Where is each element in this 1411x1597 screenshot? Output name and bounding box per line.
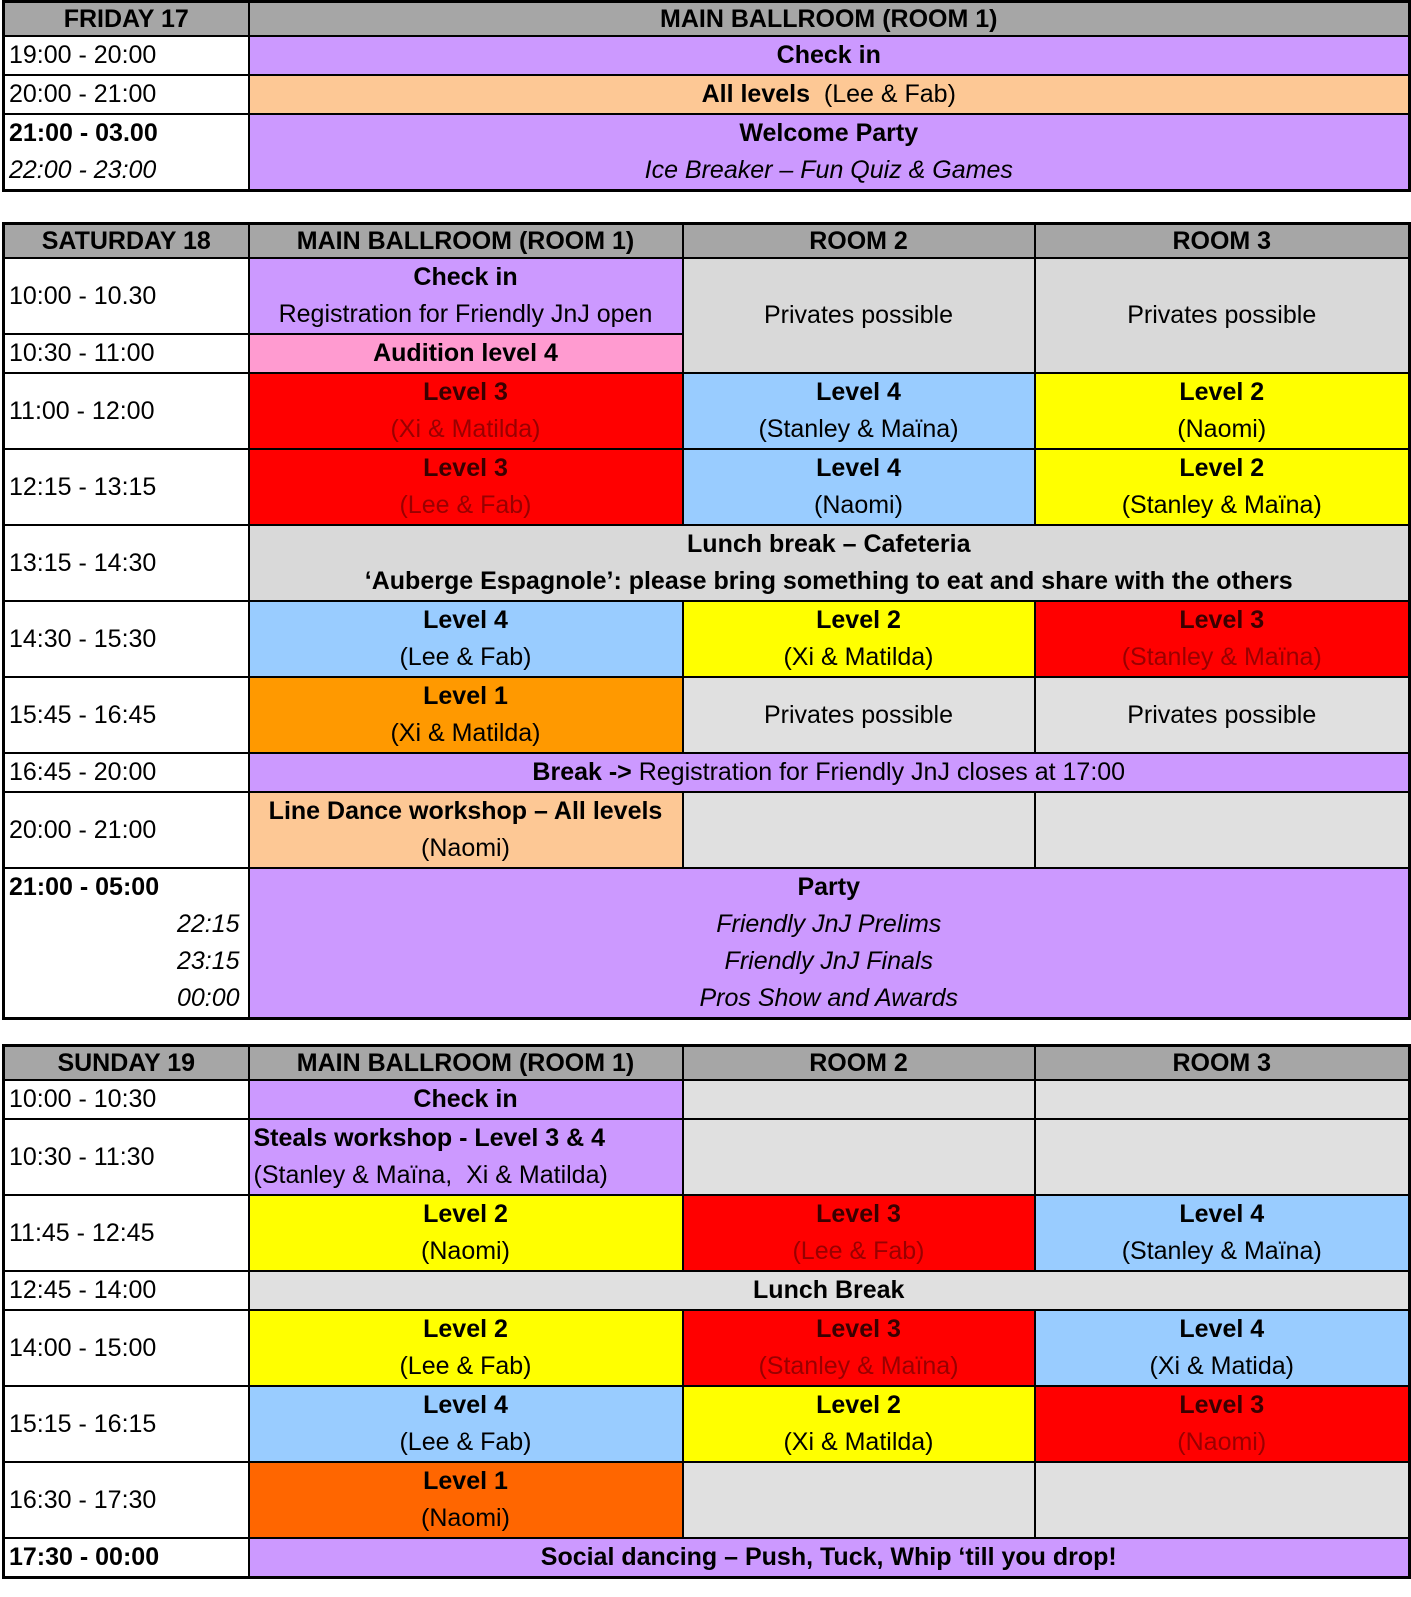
schedule-row: [4, 677, 1410, 753]
schedule-row: [4, 449, 1410, 525]
time-slot: 14:30 - 15:30: [4, 601, 249, 677]
empty-cell: [683, 1080, 1035, 1119]
empty-cell: [683, 792, 1035, 868]
session-sub: Pros Show and Awards: [699, 984, 958, 1012]
session-teachers: (Stanley & Maïna): [1121, 491, 1322, 519]
saturday-schedule: [2, 222, 1411, 1020]
session-sub: Registration for Friendly JnJ closes at 17:00: [631, 758, 1126, 786]
schedule-row: [4, 1386, 1410, 1462]
session-title: Level 3: [816, 1315, 901, 1343]
schedule-row: [4, 75, 1410, 114]
session-title: Level 4: [423, 606, 508, 634]
session-sub: Registration for Friendly JnJ open: [278, 300, 653, 328]
session-cell: Privates possible: [683, 258, 1035, 373]
session-teachers: (Lee & Fab): [810, 80, 956, 108]
session-title: Steals workshop - Level 3 & 4: [253, 1124, 606, 1152]
session-cell: [1035, 449, 1410, 525]
time-slot: 10:00 - 10:30: [4, 1080, 249, 1119]
session-teachers: (Lee & Fab): [399, 491, 532, 519]
time-sub: 23:15: [176, 947, 240, 975]
time-slot: 20:00 - 21:00: [4, 792, 249, 868]
time-slot: [4, 868, 249, 1019]
session-teachers: (Xi & Matilda): [390, 415, 541, 443]
empty-cell: [683, 1119, 1035, 1195]
session-teachers: (Stanley & Maïna): [758, 415, 959, 443]
room-header: MAIN BALLROOM (ROOM 1): [249, 2, 1410, 37]
session-teachers: (Lee & Fab): [792, 1237, 925, 1265]
session-cell: [683, 601, 1035, 677]
time-slot: 10:30 - 11:30: [4, 1119, 249, 1195]
session-cell: [249, 868, 1410, 1019]
time-slot: 17:30 - 00:00: [4, 1538, 249, 1578]
schedule-row: [4, 114, 1410, 191]
session-teachers: (Lee & Fab): [399, 1352, 532, 1380]
session-cell: Lunch Break: [249, 1271, 1410, 1310]
session-cell: [249, 1386, 683, 1462]
session-title: Welcome Party: [739, 119, 919, 147]
session-title: Check in: [413, 263, 518, 291]
time-sub: 22:00 - 23:00: [9, 156, 157, 184]
time-slot: [4, 114, 249, 191]
session-teachers: (Naomi): [421, 834, 510, 862]
empty-cell: [683, 1462, 1035, 1538]
time-slot: 10:00 - 10.30: [4, 258, 249, 334]
time-slot: 11:00 - 12:00: [4, 373, 249, 449]
session-cell: Check in: [249, 1080, 683, 1119]
day-header: SATURDAY 18: [4, 224, 249, 259]
time-slot: 11:45 - 12:45: [4, 1195, 249, 1271]
session-cell: [683, 373, 1035, 449]
session-cell: [249, 1310, 683, 1386]
session-teachers: (Stanley & Maïna): [758, 1352, 959, 1380]
session-teachers: (Stanley & Maïna): [1121, 643, 1322, 671]
session-cell: [249, 677, 683, 753]
session-teachers: (Xi & Matilda): [783, 643, 934, 671]
session-title: Level 2: [423, 1200, 508, 1228]
session-cell: [1035, 601, 1410, 677]
session-sub: Ice Breaker – Fun Quiz & Games: [644, 156, 1013, 184]
time-slot: 12:45 - 14:00: [4, 1271, 249, 1310]
session-cell: Privates possible: [683, 677, 1035, 753]
empty-cell: [1035, 1080, 1410, 1119]
session-cell: [249, 114, 1410, 191]
day-header: SUNDAY 19: [4, 1046, 249, 1081]
schedule-row: [4, 373, 1410, 449]
session-teachers: (Naomi): [1177, 1428, 1267, 1456]
session-cell: [249, 525, 1410, 601]
session-cell: [683, 1310, 1035, 1386]
session-title: Level 3: [1179, 606, 1265, 634]
schedule-row: [4, 1195, 1410, 1271]
session-cell: [249, 1119, 683, 1195]
session-cell: [249, 792, 683, 868]
time-slot: 15:45 - 16:45: [4, 677, 249, 753]
session-title: Level 4: [816, 378, 901, 406]
schedule-row: [4, 36, 1410, 75]
session-teachers: (Stanley & Maïna): [1121, 1237, 1322, 1265]
room3-header: ROOM 3: [1035, 1046, 1410, 1081]
session-cell: [249, 373, 683, 449]
time-main: 21:00 - 03.00: [9, 119, 158, 147]
sunday-header-row: [4, 1046, 1410, 1081]
session-teachers: (Xi & Matilda): [783, 1428, 934, 1456]
session-title: Level 4: [423, 1391, 508, 1419]
session-cell: Privates possible: [1035, 677, 1410, 753]
empty-cell: [1035, 1462, 1410, 1538]
session-cell: Check in: [249, 36, 1410, 75]
time-slot: 16:45 - 20:00: [4, 753, 249, 792]
session-title: Level 2: [816, 606, 901, 634]
session-teachers: (Xi & Matilda): [390, 719, 541, 747]
room2-header: ROOM 2: [683, 1046, 1035, 1081]
session-cell: [249, 258, 683, 334]
session-cell: [249, 1195, 683, 1271]
friday-header-row: [4, 2, 1410, 37]
session-title: Level 3: [1179, 1391, 1265, 1419]
schedule-row: [4, 525, 1410, 601]
schedule-row: [4, 868, 1410, 1019]
session-teachers: (Stanley & Maïna, Xi & Matilda): [253, 1161, 608, 1189]
session-title: Level 4: [1179, 1200, 1265, 1228]
schedule-row: [4, 1310, 1410, 1386]
time-slot: 19:00 - 20:00: [4, 36, 249, 75]
room3-header: ROOM 3: [1035, 224, 1410, 259]
time-slot: 13:15 - 14:30: [4, 525, 249, 601]
session-title: Line Dance workshop – All levels: [268, 797, 663, 825]
session-title: Level 2: [423, 1315, 508, 1343]
room1-header: MAIN BALLROOM (ROOM 1): [249, 1046, 683, 1081]
schedule-row: [4, 601, 1410, 677]
schedule-row: [4, 792, 1410, 868]
session-cell: [683, 449, 1035, 525]
time-slot: 10:30 - 11:00: [4, 334, 249, 373]
session-cell: [249, 449, 683, 525]
session-cell: [249, 75, 1410, 114]
schedule-row: [4, 1080, 1410, 1119]
session-title: Party: [797, 873, 861, 901]
saturday-header-row: [4, 224, 1410, 259]
time-sub: 22:15: [176, 910, 240, 938]
session-cell: [683, 1386, 1035, 1462]
session-cell: Audition level 4: [249, 334, 683, 373]
time-slot: 16:30 - 17:30: [4, 1462, 249, 1538]
friday-schedule: [2, 0, 1411, 192]
sunday-schedule: [2, 1044, 1411, 1579]
session-title: Level 3: [816, 1200, 901, 1228]
session-title: Level 1: [423, 1467, 508, 1495]
session-teachers: (Xi & Matida): [1149, 1352, 1294, 1380]
time-main: 21:00 - 05:00: [9, 873, 160, 901]
day-header: FRIDAY 17: [4, 2, 249, 37]
time-slot: 15:15 - 16:15: [4, 1386, 249, 1462]
session-cell: [1035, 373, 1410, 449]
schedule-row: [4, 1271, 1410, 1310]
session-title: Level 1: [423, 682, 508, 710]
session-cell: Privates possible: [1035, 258, 1410, 373]
time-slot: 20:00 - 21:00: [4, 75, 249, 114]
room1-header: MAIN BALLROOM (ROOM 1): [249, 224, 683, 259]
session-title: Level 2: [1179, 378, 1265, 406]
time-sub: 00:00: [176, 984, 240, 1012]
session-sub: ‘Auberge Espagnole’: please bring something to eat and share with the others: [364, 567, 1293, 595]
session-cell: [1035, 1195, 1410, 1271]
session-title: Level 2: [816, 1391, 901, 1419]
time-slot: 14:00 - 15:00: [4, 1310, 249, 1386]
session-cell: [249, 753, 1410, 792]
session-title: All levels: [701, 80, 810, 108]
session-cell: [249, 1462, 683, 1538]
schedule-row: [4, 1462, 1410, 1538]
session-title: Level 4: [1179, 1315, 1265, 1343]
time-slot: 12:15 - 13:15: [4, 449, 249, 525]
session-teachers: (Naomi): [421, 1237, 510, 1265]
session-cell: [249, 601, 683, 677]
session-title: Level 4: [816, 454, 901, 482]
session-teachers: (Lee & Fab): [399, 1428, 532, 1456]
schedule-row: [4, 258, 1410, 334]
session-sub: Friendly JnJ Prelims: [716, 910, 942, 938]
schedule-row: [4, 753, 1410, 792]
session-teachers: (Lee & Fab): [399, 643, 532, 671]
session-cell: [1035, 1386, 1410, 1462]
empty-cell: [1035, 1119, 1410, 1195]
session-title: Lunch break – Cafeteria: [687, 530, 971, 558]
session-title: Level 2: [1179, 454, 1265, 482]
session-teachers: (Naomi): [814, 491, 903, 519]
session-cell: [1035, 1310, 1410, 1386]
session-title: Break ->: [532, 758, 632, 786]
room2-header: ROOM 2: [683, 224, 1035, 259]
schedule-row: [4, 1119, 1410, 1195]
session-cell: Social dancing – Push, Tuck, Whip ‘till you drop!: [249, 1538, 1410, 1578]
empty-cell: [1035, 792, 1410, 868]
schedule-row: [4, 1538, 1410, 1578]
session-cell: [683, 1195, 1035, 1271]
session-teachers: (Naomi): [421, 1504, 510, 1532]
session-title: Level 3: [423, 454, 508, 482]
session-sub: Friendly JnJ Finals: [724, 947, 933, 975]
session-title: Level 3: [423, 378, 508, 406]
session-teachers: (Naomi): [1177, 415, 1267, 443]
